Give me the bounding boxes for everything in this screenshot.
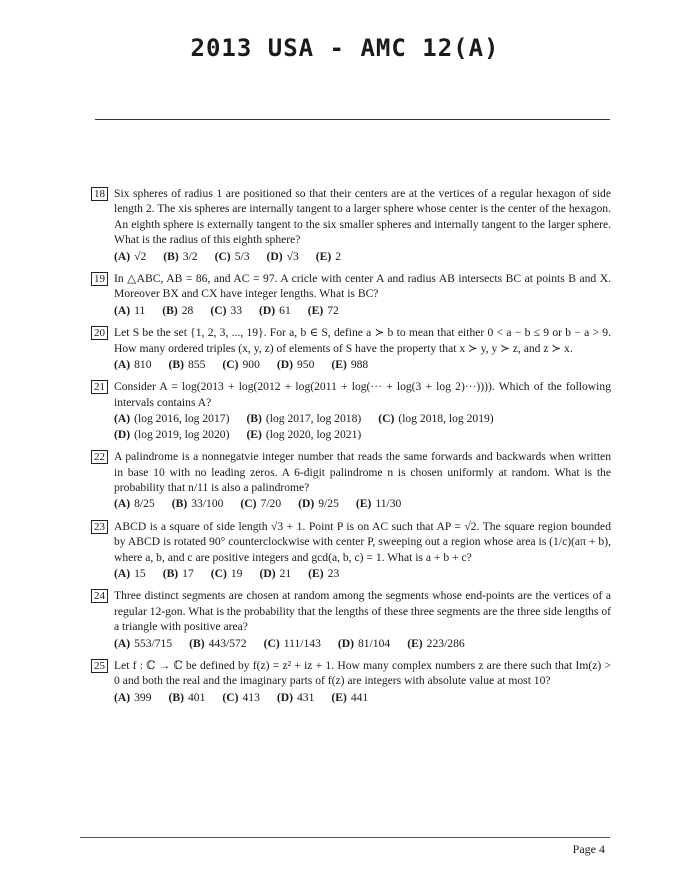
choice-letter: (B): [189, 636, 205, 650]
answer-choice: [308, 566, 339, 581]
answer-choice: [114, 303, 145, 318]
answer-choice: [407, 636, 464, 651]
answer-choice: [163, 566, 194, 581]
choice-letter: (B): [171, 497, 188, 511]
choice-value: 19: [230, 566, 243, 580]
choice-letter: (B): [163, 249, 179, 263]
choice-letter: (B): [246, 412, 262, 426]
answer-choice: [259, 303, 291, 318]
choice-letter: (E): [407, 636, 423, 650]
problem-text: A palindrome is a nonnegatvie integer number that reads the same forwards and backwards when written in base 10 with no leading zeros. A 6-digit palindrome n is chosen uniformly at random. What is the probability that n/11 is also a palindrome?: [114, 450, 611, 494]
choice-letter: (A): [114, 358, 131, 372]
answer-choice: [114, 566, 146, 581]
choice-letter: (C): [378, 412, 395, 426]
answer-choice: [356, 496, 401, 511]
answer-choice: [316, 249, 341, 264]
choice-value: 431: [296, 690, 315, 704]
choice-letter: (E): [246, 427, 262, 441]
problem-text: In △ABC, AB = 86, and AC = 97. A cricle with center A and radius AB intersects BC at points B and X. Moreover BX and CX have integer lengths. What is BC?: [114, 272, 611, 301]
choice-letter: (B): [168, 690, 184, 704]
choice-value: 900: [242, 358, 260, 372]
choice-letter: (D): [114, 427, 131, 441]
choice-letter: (C): [222, 690, 239, 704]
answer-choice: [215, 249, 250, 264]
choice-letter: (E): [307, 303, 324, 317]
choice-letter: (A): [114, 249, 131, 263]
choice-letter: (C): [210, 303, 227, 317]
problem-23: [91, 519, 611, 582]
answer-choice: [222, 690, 260, 705]
problem-text: Let S be the set {1, 2, 3, ..., 19}. For a, b ∈ S, define a ≻ b to mean that either 0 < a − b ≤ 9 or b − a > 9. How many ordered triples (x, y, z) of elements of S have the property that x ≻ y, y ≻ z, and z ≻ x.: [114, 326, 611, 355]
problem-text: ABCD is a square of side length √3 + 1. Point P is on AC such that AP = √2. The square region bounded by ABCD is rotated 90° counterclockwise with center P, sweeping out a region whose area is (1/c)(aπ + b), where a, b, and c are positive integers and gcd(a, b, c) = 1. What is a + b + c?: [114, 519, 611, 564]
answer-choice: [211, 566, 243, 581]
choice-letter: (A): [114, 566, 131, 580]
problem-text: Consider A = log(2013 + log(2012 + log(2011 + log(··· + log(3 + log 2)···)))). Which of the following intervals contains A?: [114, 380, 611, 409]
choice-value: 413: [242, 690, 260, 704]
problem-number: 22: [91, 450, 108, 464]
choice-letter: (B): [162, 303, 178, 317]
answer-choices: [114, 566, 611, 581]
answer-choice: [331, 357, 368, 372]
answer-choice: [189, 636, 246, 651]
problem-20: [91, 325, 611, 372]
choice-value: 33: [230, 303, 243, 317]
answer-choices: [114, 690, 611, 705]
choice-value: 23: [327, 566, 340, 580]
answer-choice: [259, 566, 291, 581]
choice-letter: (E): [308, 566, 324, 580]
answer-choice: [267, 249, 299, 264]
answer-choice: [338, 636, 390, 651]
problem-25: [91, 658, 611, 705]
choice-value: 441: [350, 690, 369, 704]
choice-letter: (A): [114, 690, 131, 704]
answer-choice: [114, 357, 152, 372]
choice-value: 950: [296, 358, 315, 372]
problem-number: 25: [91, 659, 108, 673]
problem-number: 24: [91, 589, 108, 603]
answer-choice: [246, 427, 361, 442]
choice-value: 855: [187, 358, 206, 372]
choice-letter: (D): [259, 303, 276, 317]
choice-value: 21: [279, 566, 292, 580]
answer-choice: [264, 636, 321, 651]
answer-choice: [114, 411, 229, 426]
problem-text: Six spheres of radius 1 are positioned so that their centers are at the vertices of a regular hexagon of side length 2. The xis spheres are internally tangent to a larger sphere whose center is the center of the hexagon. An eighth sphere is externally tangent to the six smaller spheres and internally tangent to the larger sphere. What is the radius of this eighth sphere?: [114, 187, 611, 247]
choice-letter: (D): [276, 358, 293, 372]
problem-number: 20: [91, 326, 108, 340]
answer-choices: [114, 496, 611, 511]
answer-choice: [222, 357, 260, 372]
answer-choice: [114, 496, 155, 511]
answer-choice: [246, 411, 361, 426]
choice-letter: (D): [276, 690, 293, 704]
choice-letter: (E): [331, 690, 347, 704]
problem-list: [91, 186, 611, 705]
choice-value: 81/104: [357, 636, 391, 650]
choice-letter: (E): [355, 497, 372, 511]
choice-value: 111/143: [283, 636, 321, 650]
choice-value: √3: [286, 249, 299, 263]
choice-value: 7/20: [260, 497, 282, 511]
choice-letter: (C): [222, 358, 239, 372]
choice-letter: (D): [266, 249, 283, 263]
problem-24: [91, 588, 611, 651]
problem-number: 21: [91, 380, 108, 394]
choice-value: 5/3: [234, 249, 250, 263]
choice-letter: (A): [114, 303, 131, 317]
answer-choices: [114, 303, 611, 318]
answer-choice: [277, 357, 315, 372]
answer-choice: [210, 303, 242, 318]
choice-value: 9/25: [318, 497, 339, 511]
problem-number: 19: [91, 272, 108, 286]
problem-text: Let f : ℂ → ℂ be defined by f(z) = z² + iz + 1. How many complex numbers z are there such that Im(z) > 0 and both the real and the imaginary parts of f(z) are integers with absolute value at most 10?: [114, 658, 611, 688]
answer-choice: [169, 690, 206, 705]
answer-choice: [298, 496, 339, 511]
answer-choice: [172, 496, 224, 511]
problem-22: [91, 449, 611, 512]
choice-value: 3/2: [182, 249, 198, 263]
choice-value: (log 2020, log 2021): [265, 427, 362, 441]
choice-value: 8/25: [134, 497, 155, 511]
choice-letter: (C): [210, 566, 227, 580]
choice-letter: (D): [337, 636, 354, 650]
problem-text: Three distinct segments are chosen at random among the segments whose end-points are the vertices of a regular 12-gon. What is the probability that the lengths of these three segments are the three side lengths of a triangle with positive area?: [114, 589, 611, 634]
answer-choices: [114, 357, 611, 372]
choice-value: 988: [350, 358, 369, 372]
choice-value: 443/572: [208, 636, 247, 650]
header-divider: [95, 119, 610, 120]
choice-value: 17: [182, 566, 194, 580]
problem-21: [91, 379, 611, 442]
choice-value: 2: [335, 249, 342, 263]
choice-value: 72: [327, 303, 339, 317]
page-title: 2013 USA - AMC 12(A): [190, 34, 500, 62]
choice-value: 61: [279, 303, 291, 317]
choice-letter: (C): [240, 497, 257, 511]
choice-letter: (B): [168, 358, 184, 372]
choice-value: 33/100: [191, 497, 224, 511]
problem-number: 18: [91, 187, 108, 201]
choice-value: 810: [134, 358, 152, 372]
answer-choice: [240, 496, 281, 511]
choice-value: 11/30: [375, 497, 402, 511]
choice-letter: (A): [114, 412, 131, 426]
answer-choice: [114, 427, 229, 442]
choice-letter: (D): [259, 566, 276, 580]
answer-choices: [114, 411, 611, 442]
choice-letter: (E): [315, 249, 332, 263]
answer-choice: [114, 636, 172, 651]
choice-value: 399: [134, 690, 152, 704]
answer-choice: [331, 690, 368, 705]
choice-value: 223/286: [426, 636, 465, 650]
answer-choices: [114, 249, 611, 264]
answer-choice: [308, 303, 339, 318]
answer-choice: [169, 357, 206, 372]
page-number: Page 4: [572, 842, 605, 856]
choice-value: (log 2016, log 2017): [134, 412, 230, 426]
problem-number: 23: [91, 520, 108, 534]
choice-letter: (A): [114, 636, 131, 650]
footer-divider: [80, 837, 610, 838]
answer-choice: [162, 303, 193, 318]
problem-19: [91, 271, 611, 318]
answer-choices: [114, 636, 611, 651]
choice-value: 401: [187, 690, 206, 704]
choice-letter: (C): [263, 636, 280, 650]
choice-value: 11: [134, 303, 146, 317]
problem-18: [91, 186, 611, 264]
choice-value: 15: [134, 566, 146, 580]
choice-value: (log 2017, log 2018): [265, 412, 362, 426]
answer-choice: [114, 690, 152, 705]
choice-letter: (D): [298, 497, 315, 511]
choice-value: 553/715: [134, 636, 173, 650]
choice-letter: (C): [214, 249, 231, 263]
choice-value: √2: [134, 249, 147, 263]
choice-value: (log 2018, log 2019): [398, 412, 494, 426]
choice-value: 28: [181, 303, 194, 317]
answer-choice: [163, 249, 197, 264]
answer-choice: [114, 249, 146, 264]
choice-letter: (B): [162, 566, 179, 580]
answer-choice: [277, 690, 315, 705]
choice-letter: (E): [331, 358, 347, 372]
choice-letter: (A): [114, 497, 131, 511]
answer-choice: [378, 411, 493, 426]
choice-value: (log 2019, log 2020): [134, 427, 230, 441]
